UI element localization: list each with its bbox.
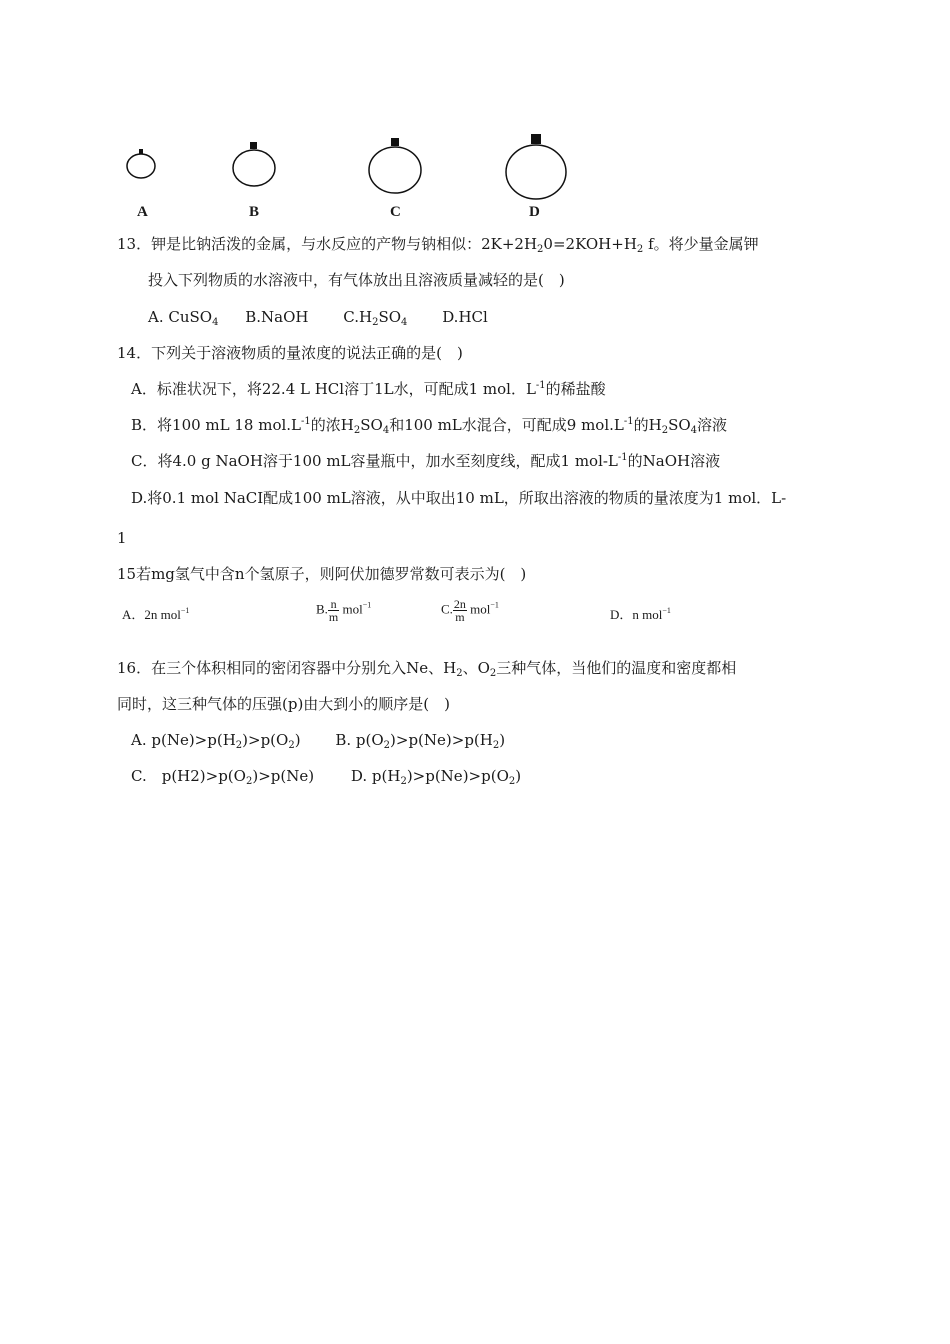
- q14-option-c: C．将4.0 g NaOH溶于100 mL容量瓶中，加水至刻度线，配成1 mol-$L^{-1}$的NaOH溶液: [131, 452, 721, 470]
- q15-option-a: A．2n mol$^{-1}$: [122, 606, 190, 622]
- q13-option-c: $C.H_2SO_4$: [343, 308, 408, 328]
- balloon-d: [506, 134, 566, 199]
- q15-option-b-fraction: $\frac{n}{m}$: [328, 597, 339, 624]
- q13-options: [148, 307, 488, 327]
- q16-stem-line2: 同时，这三种气体的压强(p)由大到小的顺序是( ): [117, 695, 451, 713]
- balloon-a: [127, 149, 155, 178]
- balloon-figure: [110, 128, 590, 228]
- balloon-label-a: A: [137, 204, 148, 220]
- balloon-label-c: C: [390, 204, 401, 220]
- balloon-c: [369, 138, 421, 193]
- q16-options-row2: [131, 766, 521, 786]
- q14-option-b: B．将100 mL 18 $mol.L^{-1}$的浓$H_2SO_4$和100 mL水混合，可配成9 $mol.L^{-1}$的$H_2SO_4$溶液: [131, 416, 728, 436]
- balloon-label-b: B: [249, 204, 260, 220]
- q16-stem-line1: 16．在三个体积相同的密闭容器中分别允入Ne、$H_2$、$O_2$三种气体，当他们的温度和密度都相: [117, 659, 737, 679]
- q13-option-a: A. CuSO$_4$: [148, 308, 219, 328]
- q16-option-b: B. $p(O_2)>p(Ne)>p(H_2)$: [335, 731, 506, 751]
- balloon-label-d: D: [529, 204, 540, 220]
- q16-option-d: D. $p(H_2)>p(Ne)>p(O_2)$: [350, 767, 522, 787]
- q16-option-c: C. $p(H2)>p(O_2)>p(Ne)$: [131, 767, 315, 787]
- q13-stem-line2: 投入下列物质的水溶液中，有气体放出且溶液质量减轻的是( ): [148, 271, 565, 289]
- balloon-b: [233, 142, 275, 186]
- q15-option-c: C. $\frac{2n}{m}$ mol$^{-1}$: [441, 597, 499, 624]
- q15-option-d: D．n mol$^{-1}$: [610, 606, 671, 622]
- q14-option-d-line2: 1: [117, 529, 127, 547]
- q16-option-a: A. $p(Ne)>p(H_2)>p(O_2)$: [131, 731, 301, 751]
- balloon-diagram: [110, 128, 590, 228]
- q16-options-row1: [131, 730, 505, 750]
- q13-option-d: D.HCl: [442, 308, 488, 326]
- q14-option-d-line1: D.将0.1 mol NaCI配成100 mL溶液，从中取出10 mL，所取出溶液的物质的量浓度为1 mol．L-: [131, 489, 787, 507]
- q15-option-c-fraction: $\frac{2n}{m}$: [453, 597, 466, 624]
- q13-stem-line1: 13．钾是比钠活泼的金属，与水反应的产物与钠相似：$2K+2H_20=2KOH+H_2$ f。将少量金属钾: [117, 235, 759, 255]
- q14-option-a: A．标准状况下，将22.4 L HCl溶丁1L水，可配成1 mol．$L^{-1}$的稀盐酸: [131, 380, 606, 398]
- q13-option-b: B.NaOH: [245, 308, 309, 326]
- q15-option-b: B. $\frac{n}{m}$ mol$^{-1}$: [316, 597, 372, 624]
- q15-stem: 15若mg氢气中含n个氢原子，则阿伏加德罗常数可表示为( ): [117, 565, 527, 583]
- q14-stem: 14．下列关于溶液物质的量浓度的说法正确的是( ): [117, 344, 463, 362]
